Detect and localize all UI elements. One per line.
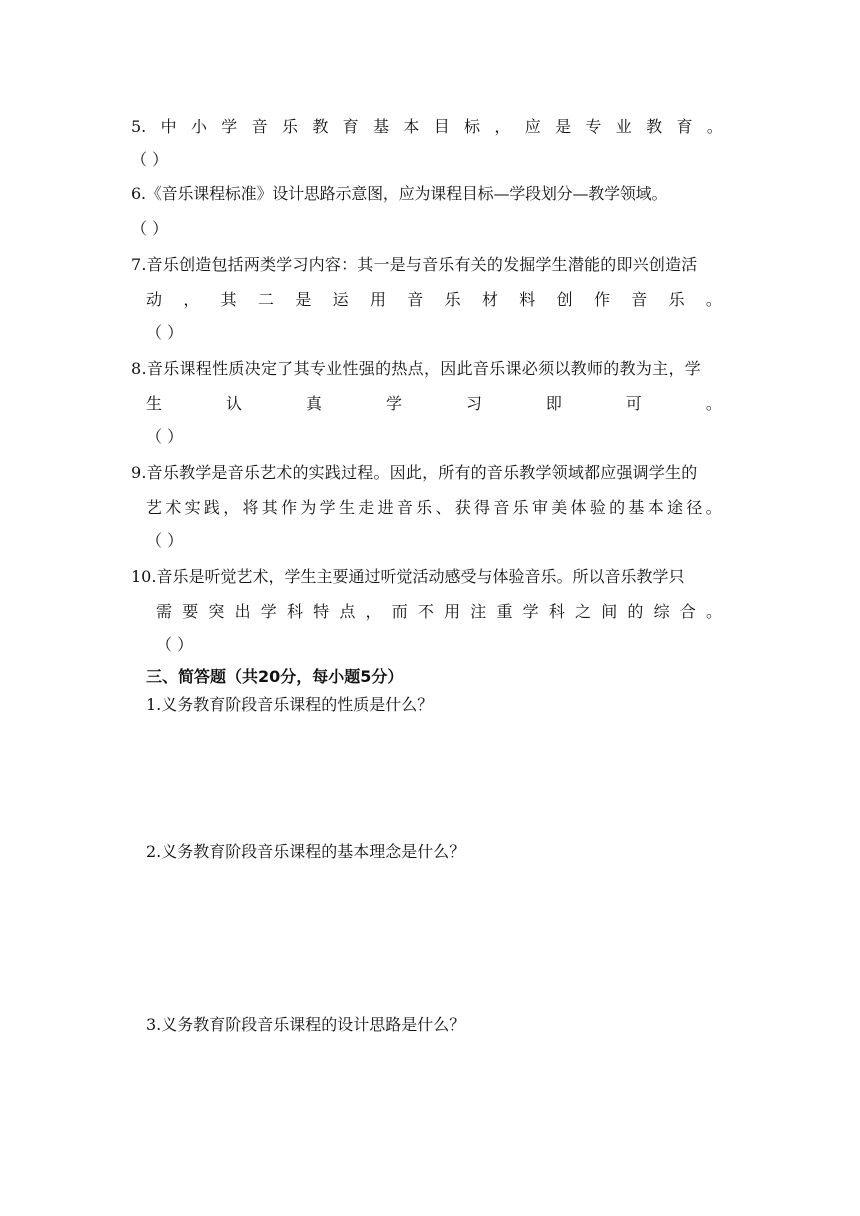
judge-item-8-line-1: 8.音乐课程性质决定了其专业性强的热点，因此音乐课必须以教师的教为主，学 [131,359,702,378]
judge-item-5-line-1: 5. 中 小 学 音 乐 教 育 基 本 目 标 ， 应 是 专 业 教 育 。 [131,117,723,136]
short-answer-question-3: 3.义务教育阶段音乐课程的设计思路是什么？ [146,1015,466,1034]
judge-item-7-line-2: 动 ， 其 二 是 运 用 音 乐 材 料 创 作 音 乐 。 [146,290,722,309]
short-answer-question-1: 1.义务教育阶段音乐课程的性质是什么？ [146,695,434,714]
judge-item-10-line-2: 需 要 突 出 学 科 特 点 ， 而 不 用 注 重 学 科 之 间 的 综 合 。 [156,602,722,621]
judge-item-9-blank: （ ） [146,531,184,550]
judge-item-6-blank: （ ） [131,219,169,238]
judge-item-9-line-1: 9.音乐教学是音乐艺术的实践过程。因此，所有的音乐教学领域都应强调学生的 [131,463,698,482]
judge-item-10-blank: （ ） [156,635,194,654]
judge-item-7-blank: （ ） [146,323,184,342]
judge-item-7-line-1: 7.音乐创造包括两类学习内容：其一是与音乐有关的发掘学生潜能的即兴创造活 [131,255,698,274]
short-answer-question-2: 2.义务教育阶段音乐课程的基本理念是什么？ [146,842,466,861]
judge-item-8-blank: （ ） [146,427,184,446]
section-3-heading: 三、简答题（共20分，每小题5分） [146,667,404,686]
judge-item-6-line-1: 6.《音乐课程标准》设计思路示意图，应为课程目标—学段划分—教学领域。 [131,184,668,203]
judge-item-8-line-2: 生 认 真 学 习 即 可 。 [146,394,722,413]
judge-item-9-line-2: 艺 术 实 践 ， 将 其 作 为 学 生 走 进 音 乐 、 获 得 音 乐 审 美 体 验 的 基 本 途 径 。 [146,498,722,517]
judge-item-10-line-1: 10.音乐是听觉艺术，学生主要通过听觉活动感受与体验音乐。所以音乐教学只 [131,567,685,586]
judge-item-5-blank: （ ） [131,150,169,169]
